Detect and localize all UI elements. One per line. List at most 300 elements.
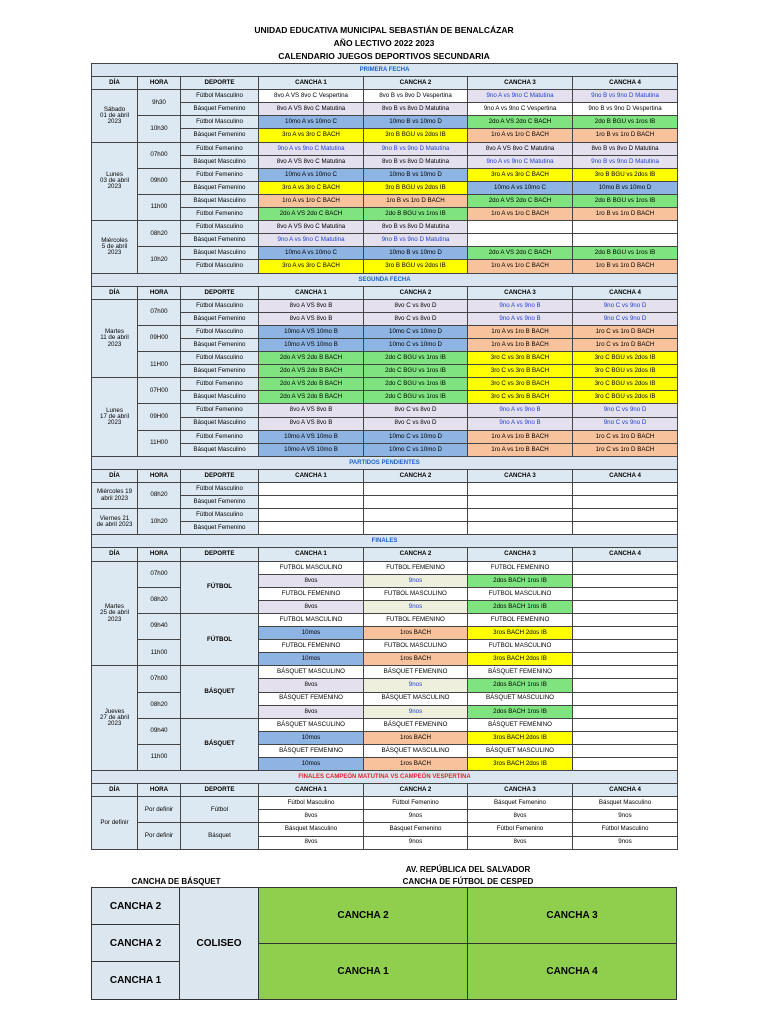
match-cell: 8vo C vs 8vo D [364, 417, 468, 430]
final-cell: BÁSQUET MASCULINO [259, 666, 364, 679]
match-cell: 8vo A VS 8vo C Vespertina [259, 90, 364, 103]
sport-cell: Básquet Masculino [181, 194, 259, 207]
champion-cell: Fútbol Femenino [468, 823, 573, 836]
match-cell: 8vo C vs 8vo D [364, 312, 468, 325]
map-coliseo: COLISEO [179, 887, 259, 1000]
column-header: CANCHA 3 [468, 77, 573, 90]
empty-cell [573, 640, 678, 653]
match-cell: 10mo A vs 10mo C [259, 116, 364, 129]
section-title: FINALES CAMPEÓN MATUTINA VS CAMPEÓN VESPERTINA [92, 771, 678, 784]
final-cell: 10mos [259, 627, 364, 640]
sport-group-cell: BÁSQUET [181, 718, 259, 770]
match-cell: 10mo C vs 10mo D [364, 443, 468, 456]
match-cell: 8vo B vs 8vo D Matutina [364, 221, 468, 234]
match-cell: 9no B vs 9no D Matutina [364, 142, 468, 155]
match-cell: 9no C vs 9no D [573, 299, 678, 312]
match-cell: 3ro C BGU vs 2dos IB [573, 352, 678, 365]
day-line: 27 de abril [100, 714, 129, 722]
final-cell: BÁSQUET MASCULINO [259, 718, 364, 731]
sport-cell: Básquet Femenino [181, 522, 259, 535]
match-cell: 10mo C vs 10mo D [364, 325, 468, 338]
match-cell: 1ro A vs 1ro C BACH [259, 194, 364, 207]
match-row [92, 430, 678, 443]
column-header: DÍA [92, 784, 138, 797]
champion-cell: 8vos [468, 836, 573, 849]
time-cell: Por definir [138, 823, 181, 849]
match-cell: 3ro B BGU vs 2dos IB [364, 181, 468, 194]
final-cell: FUTBOL MASCULINO [468, 640, 573, 653]
day-line: 11 de abril [100, 334, 129, 342]
final-cell: BÁSQUET MASCULINO [468, 692, 573, 705]
column-header: DÍA [92, 77, 138, 90]
sport-cell: Básquet Femenino [181, 181, 259, 194]
final-cell: FUTBOL MASCULINO [259, 561, 364, 574]
map-court-basket-bottom: CANCHA 1 [91, 961, 180, 1000]
match-cell: 1ro C vs 1ro D BACH [573, 430, 678, 443]
match-cell: 9no C vs 9no D [573, 417, 678, 430]
match-cell: 2do C BGU vs 1ros IB [364, 378, 468, 391]
sport-cell: Fútbol Masculino [181, 352, 259, 365]
match-row [92, 483, 678, 496]
sport-group-cell: FÚTBOL [181, 561, 259, 613]
day-line: de abril 2023 [96, 520, 133, 528]
champion-cell: Fútbol Masculino [259, 797, 364, 810]
match-cell: 3ro A vs 3ro C BACH [259, 181, 364, 194]
match-row [92, 90, 678, 103]
match-cell: 9no A vs 9no C Matutina [468, 90, 573, 103]
day-cell [92, 299, 138, 378]
final-cell: BÁSQUET MASCULINO [364, 744, 468, 757]
match-cell: 2do A VS 2do B BACH [259, 365, 364, 378]
day-line: 01 de abril [100, 111, 129, 119]
final-row [92, 613, 678, 626]
match-cell: 8vo B vs 8vo D Matutina [364, 103, 468, 116]
match-cell [573, 234, 678, 247]
champion-cell: 9nos [364, 836, 468, 849]
time-cell: 07h00 [138, 666, 181, 692]
sport-cell: Fútbol Masculino [181, 221, 259, 234]
final-cell: FUTBOL MASCULINO [468, 587, 573, 600]
day-line: Martes [105, 603, 124, 611]
match-cell: 10mo A VS 10mo B [259, 443, 364, 456]
match-cell: 8vo A VS 8vo B [259, 299, 364, 312]
empty-cell [573, 679, 678, 692]
column-header-row [92, 286, 678, 299]
match-cell: 8vo C vs 8vo D [364, 299, 468, 312]
empty-cell [573, 744, 678, 757]
match-cell: 8vo B vs 8vo D Matutina [364, 155, 468, 168]
column-header-row [92, 784, 678, 797]
column-header: CANCHA 3 [468, 286, 573, 299]
match-row [92, 325, 678, 338]
final-cell: 8vos [259, 600, 364, 613]
match-cell: 1ro B vs 1ro D BACH [573, 208, 678, 221]
column-header: CANCHA 1 [259, 469, 364, 482]
column-header-row [92, 77, 678, 90]
final-cell: 1ros BACH [364, 757, 468, 770]
sport-cell: Fútbol Femenino [181, 378, 259, 391]
match-cell: 1ro A vs 1ro B BACH [468, 430, 573, 443]
day-cell [92, 483, 138, 509]
match-cell: 3ro C BGU vs 2dos IB [573, 391, 678, 404]
time-cell: 11h00 [138, 194, 181, 220]
day-cell [92, 509, 138, 535]
match-cell: 1ro A vs 1ro C BACH [468, 208, 573, 221]
column-header: CANCHA 2 [364, 548, 468, 561]
champion-row [92, 797, 678, 810]
match-cell: 9no A vs 9no C Matutina [259, 142, 364, 155]
time-cell: 10h30 [138, 116, 181, 142]
final-cell: 2dos BACH 1ros IB [468, 600, 573, 613]
column-header: CANCHA 4 [573, 286, 678, 299]
match-cell: 9no C vs 9no D [573, 404, 678, 417]
time-cell: 08h20 [138, 587, 181, 613]
map-field-top-left: CANCHA 2 [258, 887, 468, 944]
basket-court-title: CANCHA DE BÁSQUET [131, 877, 221, 886]
match-cell [573, 221, 678, 234]
match-cell: 2do A VS 2do C BACH [259, 208, 364, 221]
day-line: 2023 [107, 117, 122, 125]
time-cell: 09h40 [138, 718, 181, 744]
match-cell: 1ro C vs 1ro D BACH [573, 338, 678, 351]
match-cell [259, 496, 364, 509]
final-cell: BÁSQUET MASCULINO [468, 744, 573, 757]
time-cell: 09H00 [138, 325, 181, 351]
match-cell: 8vo B vs 8vo D Matutina [573, 142, 678, 155]
column-header: CANCHA 3 [468, 548, 573, 561]
section-row [92, 64, 678, 77]
sport-cell: Básquet Femenino [181, 103, 259, 116]
day-line: Miércoles [101, 236, 128, 244]
final-row [92, 561, 678, 574]
section-row [92, 273, 678, 286]
final-row [92, 666, 678, 679]
column-header: CANCHA 3 [468, 784, 573, 797]
final-cell: FUTBOL FEMENINO [259, 640, 364, 653]
section-row [92, 456, 678, 469]
match-row [92, 404, 678, 417]
final-cell: BÁSQUET FEMENINO [364, 666, 468, 679]
final-cell: 3ros BACH 2dos IB [468, 627, 573, 640]
match-cell: 8vo A VS 8vo B [259, 417, 364, 430]
final-cell: 2dos BACH 1ros IB [468, 679, 573, 692]
final-row [92, 640, 678, 653]
sport-cell: Fútbol Masculino [181, 90, 259, 103]
time-cell: 07H00 [138, 378, 181, 404]
day-line: 2023 [107, 419, 122, 427]
time-cell: 08h20 [138, 692, 181, 718]
match-cell: 10mo A vs 10mo C [259, 168, 364, 181]
champion-cell: Básquet Femenino [468, 797, 573, 810]
match-cell: 10mo B vs 10mo D [573, 181, 678, 194]
document-title: CALENDARIO JUEGOS DEPORTIVOS SECUNDARIA [278, 51, 490, 61]
final-cell: FUTBOL MASCULINO [364, 640, 468, 653]
day-line: Miércoles 19 [96, 488, 133, 496]
final-cell: FUTBOL FEMENINO [468, 613, 573, 626]
day-cell [92, 221, 138, 273]
match-cell [364, 483, 468, 496]
match-row [92, 378, 678, 391]
match-cell: 2do C BGU vs 1ros IB [364, 352, 468, 365]
time-cell: 9h30 [138, 90, 181, 116]
final-cell: 3ros BACH 2dos IB [468, 757, 573, 770]
day-line: abril 2023 [100, 494, 129, 502]
match-row [92, 352, 678, 365]
match-cell: 2do A VS 2do C BACH [468, 194, 573, 207]
day-cell [92, 666, 138, 771]
match-cell: 10mo B vs 10mo D [364, 168, 468, 181]
sport-cell: Fútbol Femenino [181, 404, 259, 417]
empty-cell [573, 561, 678, 574]
champion-cell: 9nos [573, 810, 678, 823]
final-cell: BÁSQUET FEMENINO [468, 666, 573, 679]
empty-cell [573, 705, 678, 718]
day-cell [92, 797, 138, 849]
time-cell: 11h00 [138, 744, 181, 770]
final-cell: 1ros BACH [364, 653, 468, 666]
section-title: FINALES [92, 535, 678, 548]
match-cell: 2do A VS 2do B BACH [259, 378, 364, 391]
match-row [92, 221, 678, 234]
column-header: DÍA [92, 548, 138, 561]
match-cell: 3ro B BGU vs 2dos IB [364, 260, 468, 273]
empty-cell [573, 718, 678, 731]
map-field-bottom-left: CANCHA 1 [258, 943, 468, 1000]
match-row [92, 509, 678, 522]
final-cell: BÁSQUET FEMENINO [468, 718, 573, 731]
day-line: Lunes [106, 406, 123, 414]
match-cell: 3ro C vs 3ro B BACH [468, 365, 573, 378]
match-cell: 3ro C BGU vs 2dos IB [573, 378, 678, 391]
time-cell: Por definir [138, 797, 181, 823]
day-line: 2023 [107, 720, 122, 728]
match-cell: 8vo A VS 8vo C Matutina [259, 155, 364, 168]
match-cell: 1ro A vs 1ro C BACH [468, 260, 573, 273]
time-cell: 11H00 [138, 430, 181, 456]
match-cell: 2do A VS 2do B BACH [259, 352, 364, 365]
final-row [92, 744, 678, 757]
match-row [92, 194, 678, 207]
match-row [92, 142, 678, 155]
match-row [92, 299, 678, 312]
match-cell: 10mo A VS 10mo B [259, 325, 364, 338]
match-cell: 10mo A VS 10mo B [259, 430, 364, 443]
day-line: 5 de abril [101, 242, 128, 250]
final-cell: FUTBOL FEMENINO [259, 587, 364, 600]
champion-cell: 8vos [259, 836, 364, 849]
column-header: CANCHA 2 [364, 77, 468, 90]
match-cell [468, 509, 573, 522]
final-cell: 8vos [259, 679, 364, 692]
map-field-top-right: CANCHA 3 [467, 887, 677, 944]
sport-cell: Básquet Femenino [181, 312, 259, 325]
match-cell: 3ro A vs 3ro C BACH [259, 260, 364, 273]
section-title: PARTIDOS PENDIENTES [92, 456, 678, 469]
match-cell: 10mo B vs 10mo D [364, 247, 468, 260]
final-cell: FUTBOL MASCULINO [259, 613, 364, 626]
day-line: Viernes 21 [99, 514, 130, 522]
column-header: HORA [138, 548, 181, 561]
empty-cell [573, 613, 678, 626]
champion-row [92, 823, 678, 836]
empty-cell [573, 692, 678, 705]
empty-cell [573, 666, 678, 679]
match-cell: 2do C BGU vs 1ros IB [364, 365, 468, 378]
column-header: HORA [138, 784, 181, 797]
match-cell: 8vo A VS 8vo C Matutina [259, 221, 364, 234]
final-cell: BÁSQUET FEMENINO [259, 744, 364, 757]
match-cell: 3ro C vs 3ro B BACH [468, 352, 573, 365]
sport-cell: Fútbol Femenino [181, 142, 259, 155]
match-row [92, 247, 678, 260]
match-cell [468, 522, 573, 535]
match-cell: 1ro B vs 1ro D BACH [364, 194, 468, 207]
section-title: PRIMERA FECHA [92, 64, 678, 77]
match-cell: 8vo C vs 8vo D [364, 404, 468, 417]
map-court-basket-middle: CANCHA 2 [91, 924, 180, 962]
time-cell: 11H00 [138, 352, 181, 378]
column-header: CANCHA 4 [573, 77, 678, 90]
match-cell: 8vo A VS 8vo B [259, 312, 364, 325]
sport-cell: Fútbol Femenino [181, 168, 259, 181]
match-cell: 2do B BGU vs 1ros IB [573, 116, 678, 129]
column-header: DEPORTE [181, 286, 259, 299]
match-cell: 1ro C vs 1ro D BACH [573, 443, 678, 456]
day-line: Jueves [104, 707, 125, 715]
match-cell: 1ro A vs 1ro B BACH [468, 338, 573, 351]
match-cell: 9no A vs 9no C Matutina [259, 234, 364, 247]
match-cell: 2do B BGU vs 1ros IB [573, 247, 678, 260]
day-cell [92, 90, 138, 142]
day-cell [92, 561, 138, 666]
match-cell [573, 522, 678, 535]
column-header: CANCHA 1 [259, 548, 364, 561]
match-cell: 1ro C vs 1ro D BACH [573, 325, 678, 338]
match-cell: 3ro C vs 3ro B BACH [468, 378, 573, 391]
column-header: DEPORTE [181, 77, 259, 90]
sport-group-cell: BÁSQUET [181, 666, 259, 718]
match-cell: 3ro A vs 3ro C BACH [468, 168, 573, 181]
final-cell: BÁSQUET FEMENINO [364, 718, 468, 731]
final-cell: 10mos [259, 757, 364, 770]
school-year: AÑO LECTIVO 2022 2023 [333, 38, 435, 48]
sport-cell: Básquet Femenino [181, 365, 259, 378]
final-row [92, 587, 678, 600]
final-cell: FUTBOL FEMENINO [468, 561, 573, 574]
time-cell: 09H00 [138, 404, 181, 430]
final-cell: 9nos [364, 574, 468, 587]
sport-cell: Básquet Masculino [181, 417, 259, 430]
column-header: CANCHA 1 [259, 784, 364, 797]
sport-cell: Básquet Masculino [181, 247, 259, 260]
column-header: HORA [138, 77, 181, 90]
day-line: Sábado [103, 105, 126, 113]
match-cell [468, 496, 573, 509]
match-cell [573, 509, 678, 522]
column-header: DEPORTE [181, 784, 259, 797]
empty-cell [573, 600, 678, 613]
final-row [92, 692, 678, 705]
match-cell: 9no B vs 9no D Matutina [573, 155, 678, 168]
sport-cell: Fútbol Femenino [181, 208, 259, 221]
match-cell: 9no B vs 9no D Matutina [364, 234, 468, 247]
match-cell [259, 483, 364, 496]
sport-cell: Fútbol Masculino [181, 116, 259, 129]
final-cell: 10mos [259, 731, 364, 744]
champion-cell: 9nos [573, 836, 678, 849]
champion-cell: Básquet Masculino [573, 797, 678, 810]
match-cell: 9no A vs 9no B [468, 417, 573, 430]
time-cell: 08h20 [138, 221, 181, 247]
match-cell: 10mo C vs 10mo D [364, 338, 468, 351]
match-cell: 9no B vs 9no D Matutina [573, 90, 678, 103]
final-cell: 10mos [259, 653, 364, 666]
final-cell: FUTBOL FEMENINO [364, 561, 468, 574]
match-row [92, 168, 678, 181]
match-cell: 1ro A vs 1ro B BACH [468, 325, 573, 338]
empty-cell [573, 574, 678, 587]
final-cell: 2dos BACH 1ros IB [468, 574, 573, 587]
section-title: SEGUNDA FECHA [92, 273, 678, 286]
column-header-row [92, 469, 678, 482]
sport-cell: Básquet Masculino [181, 391, 259, 404]
sport-cell: Fútbol Femenino [181, 430, 259, 443]
day-line: 2023 [107, 183, 122, 191]
time-cell: 07h00 [138, 142, 181, 168]
empty-cell [573, 653, 678, 666]
champion-cell: Básquet Masculino [259, 823, 364, 836]
final-cell: BÁSQUET FEMENINO [259, 692, 364, 705]
final-cell: 3ros BACH 2dos IB [468, 653, 573, 666]
match-cell: 3ro B BGU vs 2dos IB [364, 129, 468, 142]
empty-cell [573, 627, 678, 640]
time-cell: 08h20 [138, 483, 181, 509]
match-cell: 1ro B vs 1ro D BACH [573, 260, 678, 273]
column-header: CANCHA 1 [259, 77, 364, 90]
match-cell: 1ro A vs 1ro B BACH [468, 443, 573, 456]
match-cell [259, 522, 364, 535]
match-cell: 10mo A VS 10mo B [259, 338, 364, 351]
column-header: CANCHA 4 [573, 548, 678, 561]
avenue-title: AV. REPÚBLICA DEL SALVADOR [405, 865, 531, 874]
column-header: DÍA [92, 469, 138, 482]
champion-cell: Fútbol Masculino [573, 823, 678, 836]
match-cell [573, 483, 678, 496]
column-header: DEPORTE [181, 548, 259, 561]
sport-cell: Básquet Femenino [181, 496, 259, 509]
final-cell: FUTBOL FEMENINO [364, 613, 468, 626]
match-cell: 9no A vs 9no B [468, 404, 573, 417]
day-line: Lunes [106, 171, 123, 179]
time-cell: 10h20 [138, 247, 181, 273]
field-title: CANCHA DE FÚTBOL DE CESPED [402, 877, 534, 886]
match-cell [364, 509, 468, 522]
sport-cell: Fútbol Masculino [181, 299, 259, 312]
match-cell: 3ro A vs 3ro C BACH [259, 129, 364, 142]
match-cell: 9no A vs 9no C Matutina [468, 155, 573, 168]
final-cell: 1ros BACH [364, 627, 468, 640]
match-cell [468, 234, 573, 247]
match-cell: 8vo A VS 8vo C Matutina [468, 142, 573, 155]
match-cell: 1ro A vs 1ro C BACH [468, 129, 573, 142]
match-cell [468, 483, 573, 496]
champion-cell: Fútbol Femenino [364, 797, 468, 810]
time-cell: 07h00 [138, 561, 181, 587]
match-cell: 9no B vs 9no D Vespertina [573, 103, 678, 116]
column-header-row [92, 548, 678, 561]
match-cell [573, 496, 678, 509]
sport-cell: Fútbol [181, 797, 259, 823]
